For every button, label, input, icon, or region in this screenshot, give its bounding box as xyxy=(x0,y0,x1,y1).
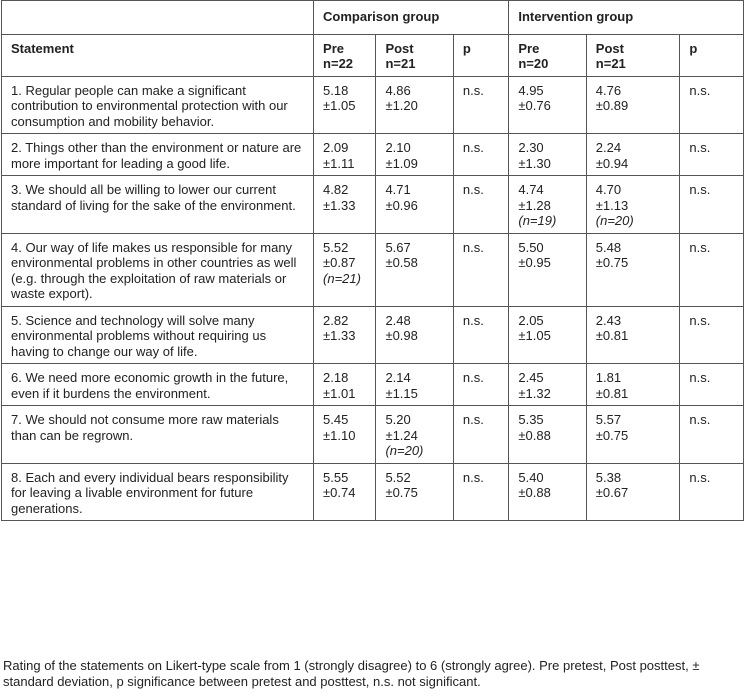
comp-p-cell: n.s. xyxy=(453,463,509,521)
mean-value: 4.70 xyxy=(595,182,622,197)
mean-value: 5.45 xyxy=(323,412,349,427)
header-n: n=21 xyxy=(385,56,416,71)
int-p-cell: n.s. xyxy=(680,76,744,134)
comp-p-cell: n.s. xyxy=(453,364,509,406)
statement-cell: 6. We need more economic growth in the future, even if it burdens the environment. xyxy=(2,364,314,406)
sd-value: ±1.05 xyxy=(518,328,551,343)
sd-value: ±0.94 xyxy=(595,155,629,171)
int-post-cell xyxy=(586,233,680,306)
sd-value: ±0.81 xyxy=(595,385,629,401)
sample-size-note: (n=19) xyxy=(518,213,557,228)
comp-p-cell: n.s. xyxy=(453,134,509,176)
table-row xyxy=(2,134,744,176)
mean-value: 2.18 xyxy=(323,370,349,385)
comp-post-header xyxy=(376,34,453,76)
sd-value: ±0.87 xyxy=(323,255,356,270)
mean-value: 2.48 xyxy=(385,312,411,328)
comp-pre-cell xyxy=(314,306,376,364)
sd-value: ±1.24 xyxy=(385,427,418,443)
mean-value: 2.24 xyxy=(595,140,622,155)
comp-post-cell xyxy=(376,134,453,176)
int-post-cell xyxy=(586,76,680,134)
table-row xyxy=(2,306,744,364)
mean-value: 4.71 xyxy=(385,182,411,197)
int-pre-header xyxy=(509,34,586,76)
table-body xyxy=(2,76,744,521)
int-pre-cell xyxy=(509,364,586,406)
mean-value: 4.95 xyxy=(518,82,544,98)
sd-value: ±0.75 xyxy=(595,427,629,443)
statement-header: Statement xyxy=(2,34,314,76)
sd-value: ±0.96 xyxy=(385,197,418,213)
mean-value: 2.45 xyxy=(518,370,544,385)
int-pre-cell xyxy=(509,233,586,306)
int-pre-cell xyxy=(509,306,586,364)
sample-size-note: (n=20) xyxy=(595,213,634,228)
group-header-row xyxy=(2,1,744,35)
table-caption: Rating of the statements on Likert-type scale from 1 (strongly disagree) to 6 (strongly agree). Pre pretest, Post posttest, ± standard deviation, p significance between pretest and posttest, n.s. not significant. xyxy=(3,658,700,689)
header-label: Post xyxy=(385,40,414,56)
sd-value: ±1.33 xyxy=(323,197,356,213)
sd-value: ±1.32 xyxy=(518,385,551,401)
results-table xyxy=(1,0,744,521)
comp-post-cell xyxy=(376,364,453,406)
sd-value: ±0.88 xyxy=(518,485,551,500)
statement-cell: 8. Each and every individual bears responsibility for leaving a livable environment for future generations. xyxy=(2,463,314,521)
mean-value: 5.35 xyxy=(518,412,544,427)
sd-value: ±1.05 xyxy=(323,98,356,113)
intervention-group-header: Intervention group xyxy=(509,1,744,35)
int-post-cell xyxy=(586,364,680,406)
int-p-cell: n.s. xyxy=(680,406,744,464)
mean-value: 2.30 xyxy=(518,140,544,155)
statement-cell: 7. We should not consume more raw materials than can be regrown. xyxy=(2,406,314,464)
mean-value: 5.38 xyxy=(595,469,622,485)
mean-value: 2.14 xyxy=(385,370,411,385)
mean-value: 5.55 xyxy=(323,469,349,485)
mean-value: 2.43 xyxy=(595,312,622,328)
int-post-cell xyxy=(586,406,680,464)
mean-value: 5.40 xyxy=(518,469,544,485)
sd-value: ±0.58 xyxy=(385,255,418,270)
table-row xyxy=(2,364,744,406)
sd-value: ±0.88 xyxy=(518,427,551,443)
int-p-header: p xyxy=(680,34,744,76)
empty-corner-cell xyxy=(2,1,314,35)
sd-value: ±0.98 xyxy=(385,328,418,343)
mean-value: 5.52 xyxy=(385,469,411,485)
comp-post-cell xyxy=(376,233,453,306)
comp-post-cell xyxy=(376,406,453,464)
comp-pre-cell xyxy=(314,463,376,521)
int-p-cell: n.s. xyxy=(680,463,744,521)
statement-cell: 4. Our way of life makes us responsible for many environmental problems in other countries as well (e.g. through the exploitation of raw materials or waste export). xyxy=(2,233,314,306)
sd-value: ±0.95 xyxy=(518,255,551,270)
table-row xyxy=(2,233,744,306)
comp-pre-cell xyxy=(314,176,376,234)
comp-p-cell: n.s. xyxy=(453,306,509,364)
int-pre-cell xyxy=(509,406,586,464)
comp-post-cell xyxy=(376,306,453,364)
sd-value: ±0.75 xyxy=(385,485,418,500)
comp-p-cell: n.s. xyxy=(453,233,509,306)
sd-value: ±0.75 xyxy=(595,255,629,270)
comp-p-cell: n.s. xyxy=(453,406,509,464)
mean-value: 1.81 xyxy=(595,370,622,385)
sd-value: ±0.81 xyxy=(595,328,629,343)
sd-value: ±1.33 xyxy=(323,328,356,343)
sd-value: ±1.20 xyxy=(385,98,418,113)
int-p-cell: n.s. xyxy=(680,364,744,406)
int-post-cell xyxy=(586,134,680,176)
int-pre-cell xyxy=(509,134,586,176)
sd-value: ±1.15 xyxy=(385,385,418,401)
mean-value: 5.48 xyxy=(595,239,622,255)
sd-value: ±1.28 xyxy=(518,197,551,213)
table-row xyxy=(2,463,744,521)
statement-cell: 1. Regular people can make a significant contribution to environmental protection with our consumption and mobility behavior. xyxy=(2,76,314,134)
mean-value: 2.10 xyxy=(385,140,411,155)
int-post-header xyxy=(586,34,680,76)
comp-pre-cell xyxy=(314,76,376,134)
int-post-cell xyxy=(586,463,680,521)
int-pre-cell xyxy=(509,176,586,234)
table-row xyxy=(2,76,744,134)
int-pre-cell xyxy=(509,76,586,134)
mean-value: 4.86 xyxy=(385,82,411,98)
mean-value: 5.20 xyxy=(385,412,411,427)
comp-pre-cell xyxy=(314,134,376,176)
sample-size-note: (n=20) xyxy=(385,443,424,458)
int-p-cell: n.s. xyxy=(680,306,744,364)
table-row xyxy=(2,176,744,234)
comparison-group-header: Comparison group xyxy=(314,1,509,35)
header-n: n=20 xyxy=(518,56,549,71)
comp-post-cell xyxy=(376,176,453,234)
comp-p-header: p xyxy=(453,34,509,76)
sd-value: ±0.74 xyxy=(323,485,356,500)
sd-value: ±0.89 xyxy=(595,98,629,113)
sd-value: ±0.76 xyxy=(518,98,551,113)
int-pre-cell xyxy=(509,463,586,521)
int-p-cell: n.s. xyxy=(680,134,744,176)
sd-value: ±1.10 xyxy=(323,427,356,443)
mean-value: 2.09 xyxy=(323,140,349,155)
comp-post-cell xyxy=(376,463,453,521)
statement-cell: 2. Things other than the environment or nature are more important for leading a good life. xyxy=(2,134,314,176)
sd-value: ±1.30 xyxy=(518,155,551,171)
mean-value: 5.57 xyxy=(595,412,622,427)
mean-value: 4.76 xyxy=(595,82,622,98)
header-n: n=22 xyxy=(323,56,354,71)
mean-value: 2.05 xyxy=(518,312,544,328)
sd-value: ±1.01 xyxy=(323,385,356,401)
header-label: Post xyxy=(595,40,624,56)
int-p-cell: n.s. xyxy=(680,233,744,306)
statement-cell: 3. We should all be willing to lower our current standard of living for the sake of the environment. xyxy=(2,176,314,234)
sd-value: ±1.09 xyxy=(385,155,418,171)
comp-p-cell: n.s. xyxy=(453,176,509,234)
sd-value: ±1.11 xyxy=(323,155,355,171)
comp-post-cell xyxy=(376,76,453,134)
header-n: n=21 xyxy=(595,56,626,71)
header-label: Pre xyxy=(323,40,344,56)
sd-value: ±0.67 xyxy=(595,485,629,500)
comp-p-cell: n.s. xyxy=(453,76,509,134)
column-header-row xyxy=(2,34,744,76)
int-post-cell xyxy=(586,176,680,234)
table-row xyxy=(2,406,744,464)
mean-value: 5.52 xyxy=(323,239,349,255)
comp-pre-header xyxy=(314,34,376,76)
mean-value: 4.74 xyxy=(518,182,544,197)
mean-value: 4.82 xyxy=(323,182,349,197)
comp-pre-cell xyxy=(314,364,376,406)
mean-value: 5.50 xyxy=(518,239,544,255)
sd-value: ±1.13 xyxy=(595,197,629,213)
sample-size-note: (n=21) xyxy=(323,270,361,286)
int-p-cell: n.s. xyxy=(680,176,744,234)
mean-value: 5.18 xyxy=(323,82,349,98)
comp-pre-cell xyxy=(314,233,376,306)
mean-value: 5.67 xyxy=(385,239,411,255)
int-post-cell xyxy=(586,306,680,364)
statement-cell: 5. Science and technology will solve many environmental problems without requiring us having to change our way of life. xyxy=(2,306,314,364)
header-label: Pre xyxy=(518,40,540,56)
comp-pre-cell xyxy=(314,406,376,464)
mean-value: 2.82 xyxy=(323,312,349,328)
